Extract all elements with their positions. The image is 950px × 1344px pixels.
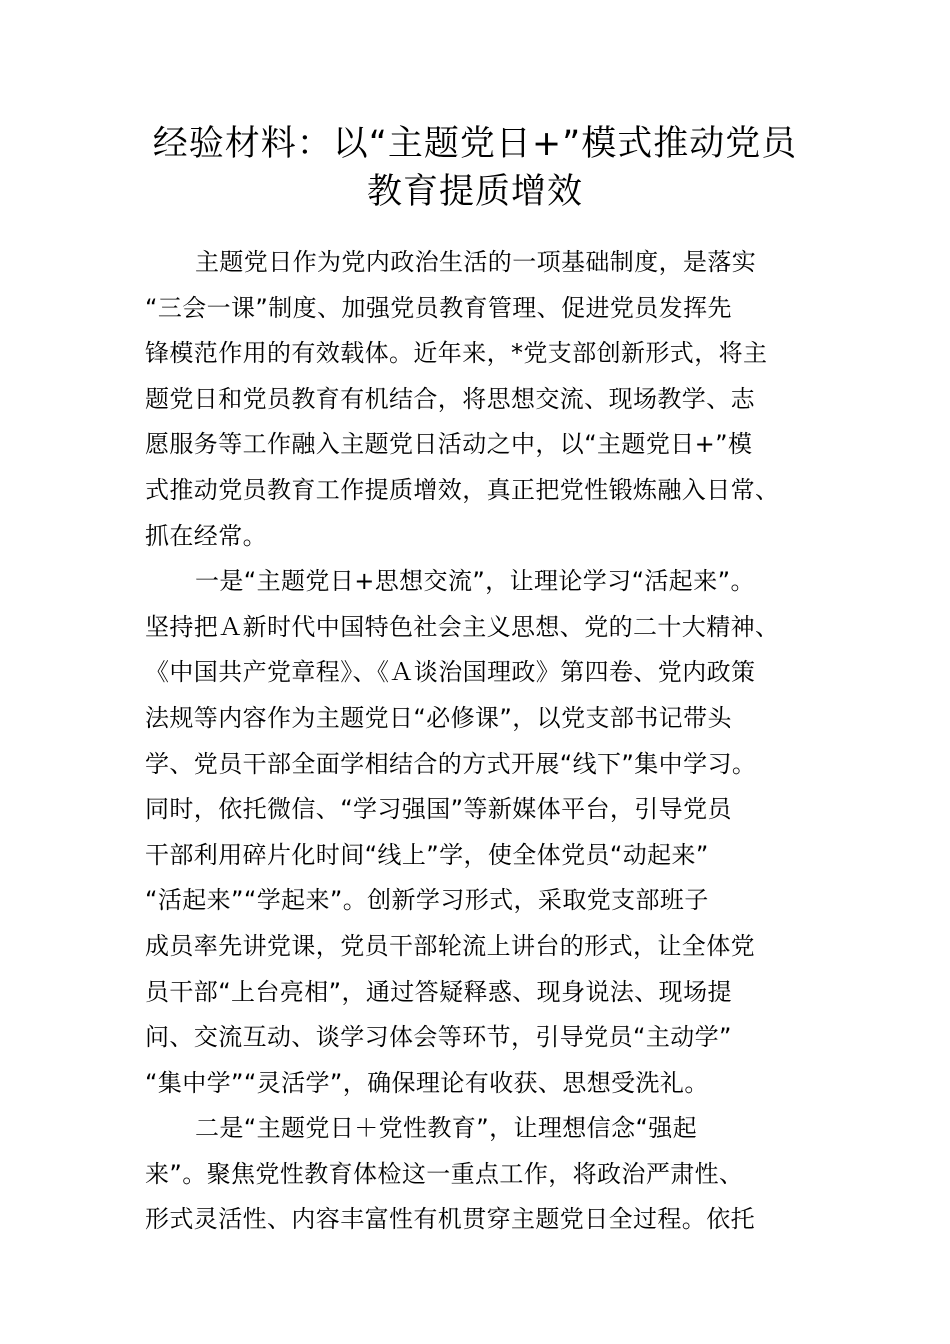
text-line: 主题党日作为党内政治生活的一项基础制度，是落实 — [195, 248, 757, 276]
text-line: 员干部“上台亮相”，通过答疑释惑、现身说法、现场提 — [145, 977, 732, 1006]
text-line: 来”。聚焦党性教育体检这一重点工作，将政治严肃性、 — [145, 1159, 744, 1188]
document-body — [145, 240, 815, 1243]
text-line: 《中国共产党章程》、《Ａ谈治国理政》第四卷、党内政策 — [145, 658, 756, 687]
text-line: 形式灵活性、内容丰富性有机贯穿主题党日全过程。依托 — [145, 1205, 755, 1234]
paragraph-intro — [145, 240, 815, 559]
text-line: 学、党员干部全面学相结合的方式开展“线下”集中学习。 — [145, 749, 757, 778]
text-line: 同时，依托微信、“学习强国”等新媒体平台，引导党员 — [145, 795, 732, 824]
text-line: 题党日和党员教育有机结合，将思想交流、现场教学、志 — [145, 384, 755, 413]
text-line: 成员率先讲党课，党员干部轮流上讲台的形式，让全体党 — [145, 931, 755, 960]
paragraph-point-one — [145, 559, 815, 1106]
text-line: 坚持把Ａ新时代中国特色社会主义思想、党的二十大精神、 — [145, 612, 780, 641]
text-line: 锋模范作用的有效载体。近年来，*党支部创新形式，将主 — [145, 339, 768, 368]
text-line: 干部利用碎片化时间“线上”学，使全体党员“动起来” — [145, 840, 709, 869]
title-line-1: 经验材料：以“主题党日+”模式推动党员 — [152, 124, 798, 164]
paragraph-point-two — [145, 1106, 815, 1243]
document-title — [140, 120, 810, 216]
text-line: “三会一课”制度、加强党员教育管理、促进党员发挥先 — [145, 293, 732, 322]
text-line: 抓在经常。 — [145, 521, 267, 550]
text-line: 法规等内容作为主题党日“必修课”，以党支部书记带头 — [145, 703, 732, 732]
text-line: 愿服务等工作融入主题党日活动之中，以“主题党日+”模 — [145, 430, 753, 459]
title-line-2: 教育提质增效 — [366, 172, 583, 212]
text-line: “集中学”“灵活学”，确保理论有收获、思想受洗礼。 — [145, 1068, 709, 1097]
text-line: 一是“主题党日+思想交流”，让理论学习“活起来”。 — [195, 567, 755, 596]
text-line: 式推动党员教育工作提质增效，真正把党性锻炼融入日常、 — [145, 475, 780, 504]
text-line: “活起来”“学起来”。创新学习形式，采取党支部班子 — [145, 886, 709, 915]
text-line: 二是“主题党日＋党性教育”，让理想信念“强起 — [195, 1114, 698, 1143]
text-line: 问、交流互动、谈学习体会等环节，引导党员“主动学” — [145, 1023, 732, 1052]
